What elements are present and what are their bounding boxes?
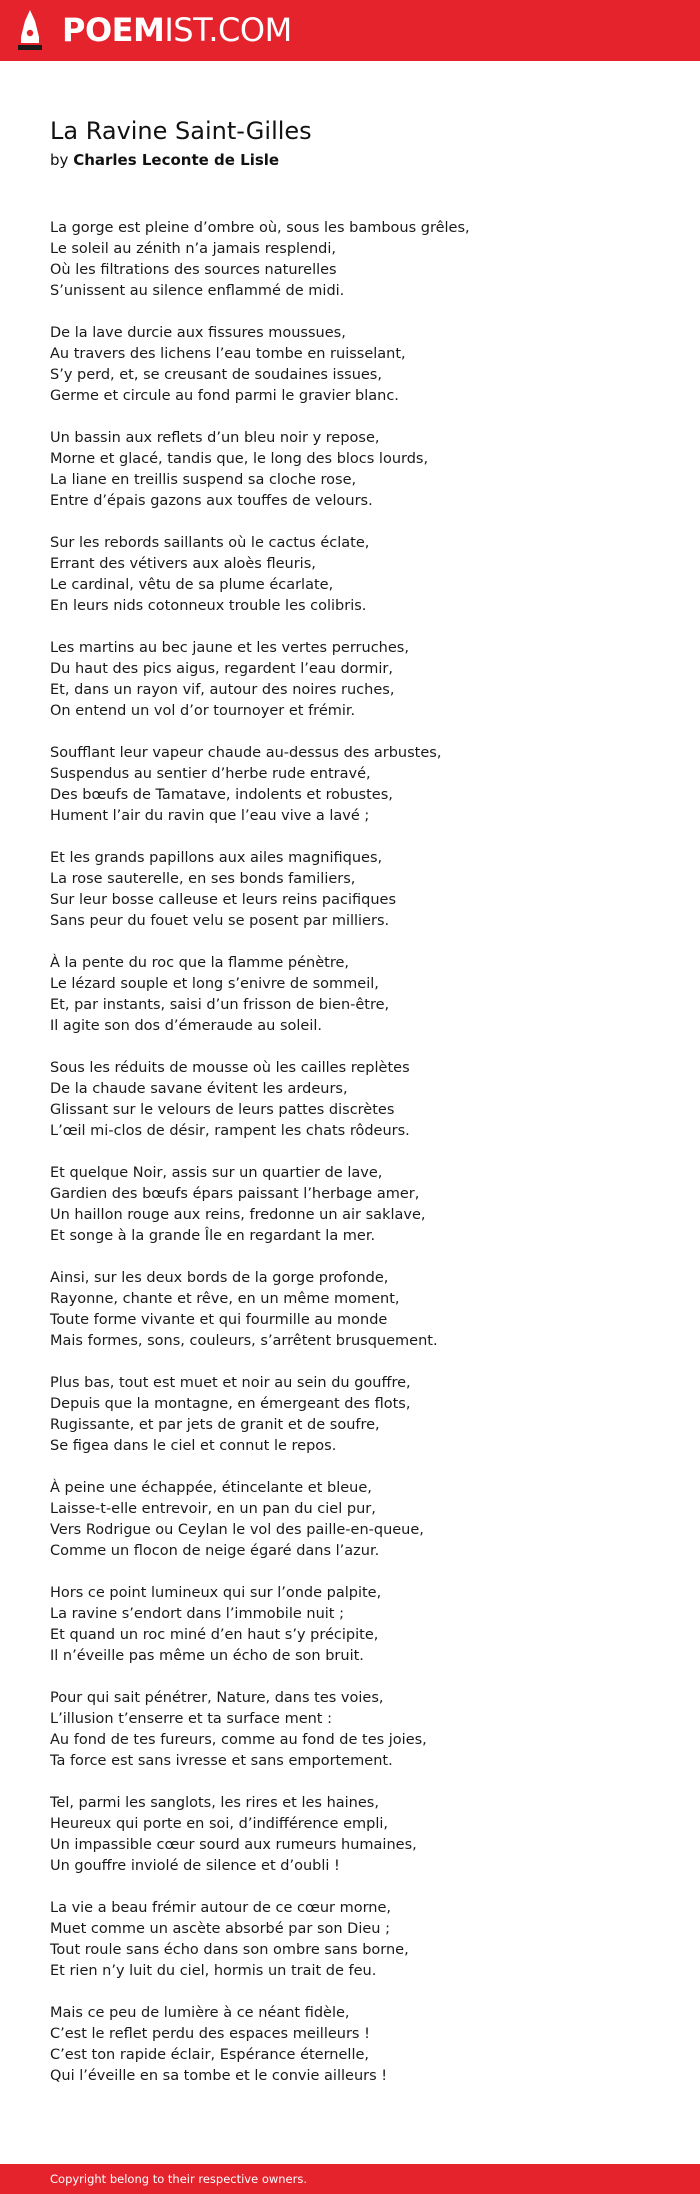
- stanza: [50, 638, 650, 722]
- poem-line: Du haut des pics aigus, regardent l’eau dormir,: [50, 661, 393, 677]
- poem-line: Depuis que la montagne, en émergeant des flots,: [50, 1396, 411, 1412]
- poem-line: Toute forme vivante et qui fourmille au monde: [50, 1312, 388, 1328]
- stanza: [50, 1268, 650, 1352]
- stanza: [50, 218, 650, 302]
- poem-line: La liane en treillis suspend sa cloche rose,: [50, 472, 357, 488]
- poem-line: Gardien des bœufs épars paissant l’herbage amer,: [50, 1186, 420, 1202]
- poem-line: Mais ce peu de lumière à ce néant fidèle,: [50, 2005, 350, 2021]
- poem-line: Un bassin aux reflets d’un bleu noir y repose,: [50, 430, 380, 446]
- poem-line: L’illusion t’enserre et ta surface ment :: [50, 1711, 332, 1727]
- poem-line: Tout roule sans écho dans son ombre sans borne,: [50, 1942, 409, 1958]
- poem-line: Laisse-t-elle entrevoir, en un pan du ciel pur,: [50, 1501, 376, 1517]
- brand-name-bold: POEM: [62, 11, 165, 49]
- poem-line: Le lézard souple et long s’enivre de sommeil,: [50, 976, 379, 992]
- poem-line: Heureux qui porte en soi, d’indifférence empli,: [50, 1816, 388, 1832]
- poem-line: Sur leur bosse calleuse et leurs reins pacifiques: [50, 892, 397, 908]
- poem-line: C’est ton rapide éclair, Espérance éternelle,: [50, 2047, 369, 2063]
- poem-line: Plus bas, tout est muet et noir au sein du gouffre,: [50, 1375, 411, 1391]
- stanza: [50, 1058, 650, 1142]
- poem-line: S’unissent au silence enflammé de midi.: [50, 283, 345, 299]
- poem-line: Et, par instants, saisi d’un frisson de bien-être,: [50, 997, 390, 1013]
- poem-line: Il n’éveille pas même un écho de son bruit.: [50, 1648, 364, 1664]
- stanza: [50, 848, 650, 932]
- poem-body: [50, 218, 650, 2108]
- stanza: [50, 1898, 650, 1982]
- poem-line: C’est le reflet perdu des espaces meilleurs !: [50, 2026, 370, 2042]
- poem-line: Et quelque Noir, assis sur un quartier de lave,: [50, 1165, 383, 1181]
- stanza: [50, 533, 650, 617]
- stanza: [50, 2003, 650, 2087]
- poem-line: Rayonne, chante et rêve, en un même moment,: [50, 1291, 400, 1307]
- poem-line: Et les grands papillons aux ailes magnifiques,: [50, 850, 383, 866]
- poem-line: Le soleil au zénith n’a jamais resplendi,: [50, 241, 337, 257]
- stanza: [50, 743, 650, 827]
- byline-label: by: [50, 151, 69, 169]
- poem-line: Et songe à la grande Île en regardant la mer.: [50, 1228, 376, 1244]
- poem-line: Ta force est sans ivresse et sans emportement.: [50, 1753, 393, 1769]
- poem-line: Des bœufs de Tamatave, indolents et robustes,: [50, 787, 393, 803]
- stanza: [50, 1583, 650, 1667]
- poem-line: Rugissante, et par jets de granit et de soufre,: [50, 1417, 380, 1433]
- poem-line: Errant des vétivers aux aloès fleuris,: [50, 556, 316, 572]
- poem-line: Un haillon rouge aux reins, fredonne un air saklave,: [50, 1207, 426, 1223]
- poem-line: En leurs nids cotonneux trouble les colibris.: [50, 598, 367, 614]
- poem-line: Sur les rebords saillants où le cactus éclate,: [50, 535, 370, 551]
- poem-line: On entend un vol d’or tournoyer et frémir.: [50, 703, 356, 719]
- poem-line: Les martins au bec jaune et les vertes perruches,: [50, 640, 409, 656]
- poem-line: Vers Rodrigue ou Ceylan le vol des paille-en-queue,: [50, 1522, 424, 1538]
- stanza: [50, 953, 650, 1037]
- copyright-notice: Copyright belong to their respective owners.: [50, 2172, 308, 2186]
- poem-line: Muet comme un ascète absorbé par son Dieu ;: [50, 1921, 390, 1937]
- poem-line: Morne et glacé, tandis que, le long des blocs lourds,: [50, 451, 429, 467]
- site-header: [0, 0, 700, 61]
- byline: [50, 149, 312, 171]
- poem-line: De la chaude savane évitent les ardeurs,: [50, 1081, 348, 1097]
- poem-line: La gorge est pleine d’ombre où, sous les bambous grêles,: [50, 220, 470, 236]
- poem-line: À peine une échappée, étincelante et bleue,: [50, 1480, 372, 1496]
- poem-line: L’œil mi-clos de désir, rampent les chats rôdeurs.: [50, 1123, 410, 1139]
- poem-line: Un gouffre inviolé de silence et d’oubli !: [50, 1858, 340, 1874]
- poem-line: Soufflant leur vapeur chaude au-dessus des arbustes,: [50, 745, 442, 761]
- poem-line: Suspendus au sentier d’herbe rude entravé,: [50, 766, 371, 782]
- poem-line: À la pente du roc que la flamme pénètre,: [50, 955, 350, 971]
- poem-title: La Ravine Saint-Gilles: [50, 117, 312, 145]
- poem-line: Tel, parmi les sanglots, les rires et les haines,: [50, 1795, 379, 1811]
- stanza: [50, 1688, 650, 1772]
- poem-line: Hors ce point lumineux qui sur l’onde palpite,: [50, 1585, 382, 1601]
- poem-line: Mais formes, sons, couleurs, s’arrêtent brusquement.: [50, 1333, 438, 1349]
- poem-line: Hument l’air du ravin que l’eau vive a lavé ;: [50, 808, 370, 824]
- site-logo-text[interactable]: [62, 11, 292, 49]
- poem-line: De la lave durcie aux fissures moussues,: [50, 325, 346, 341]
- poem-line: Où les filtrations des sources naturelles: [50, 262, 337, 278]
- stanza: [50, 1478, 650, 1562]
- poem-line: Ainsi, sur les deux bords de la gorge profonde,: [50, 1270, 389, 1286]
- poem-line: Germe et circule au fond parmi le gravier blanc.: [50, 388, 399, 404]
- poem-line: Un impassible cœur sourd aux rumeurs humaines,: [50, 1837, 417, 1853]
- stanza: [50, 428, 650, 512]
- poem-header: [50, 113, 312, 171]
- stanza: [50, 1793, 650, 1877]
- poem-line: La rose sauterelle, en ses bonds familiers,: [50, 871, 356, 887]
- poem-line: Le cardinal, vêtu de sa plume écarlate,: [50, 577, 334, 593]
- pen-nib-icon[interactable]: [18, 9, 42, 51]
- poem-line: La vie a beau frémir autour de ce cœur morne,: [50, 1900, 392, 1916]
- poem-line: S’y perd, et, se creusant de soudaines issues,: [50, 367, 382, 383]
- poem-line: Et rien n’y luit du ciel, hormis un trait de feu.: [50, 1963, 377, 1979]
- brand-name-light: IST.COM: [164, 11, 292, 49]
- poem-line: Comme un flocon de neige égaré dans l’azur.: [50, 1543, 380, 1559]
- poem-line: Au fond de tes fureurs, comme au fond de tes joies,: [50, 1732, 427, 1748]
- poem-line: Entre d’épais gazons aux touffes de velours.: [50, 493, 373, 509]
- site-footer: [0, 2164, 700, 2194]
- stanza: [50, 1373, 650, 1457]
- poem-line: Se figea dans le ciel et connut le repos.: [50, 1438, 337, 1454]
- poem-line: Qui l’éveille en sa tombe et le convie ailleurs !: [50, 2068, 388, 2084]
- poem-line: Au travers des lichens l’eau tombe en ruisselant,: [50, 346, 406, 362]
- poem-line: Et, dans un rayon vif, autour des noires ruches,: [50, 682, 395, 698]
- poem-line: Pour qui sait pénétrer, Nature, dans tes voies,: [50, 1690, 384, 1706]
- poem-line: La ravine s’endort dans l’immobile nuit ;: [50, 1606, 344, 1622]
- stanza: [50, 1163, 650, 1247]
- poem-line: Et quand un roc miné d’en haut s’y précipite,: [50, 1627, 379, 1643]
- poem-line: Sous les réduits de mousse où les cailles replètes: [50, 1060, 410, 1076]
- poem-line: Glissant sur le velours de leurs pattes discrètes: [50, 1102, 395, 1118]
- author-name: Charles Leconte de Lisle: [73, 151, 280, 169]
- poem-line: Il agite son dos d’émeraude au soleil.: [50, 1018, 322, 1034]
- stanza: [50, 323, 650, 407]
- poem-line: Sans peur du fouet velu se posent par milliers.: [50, 913, 390, 929]
